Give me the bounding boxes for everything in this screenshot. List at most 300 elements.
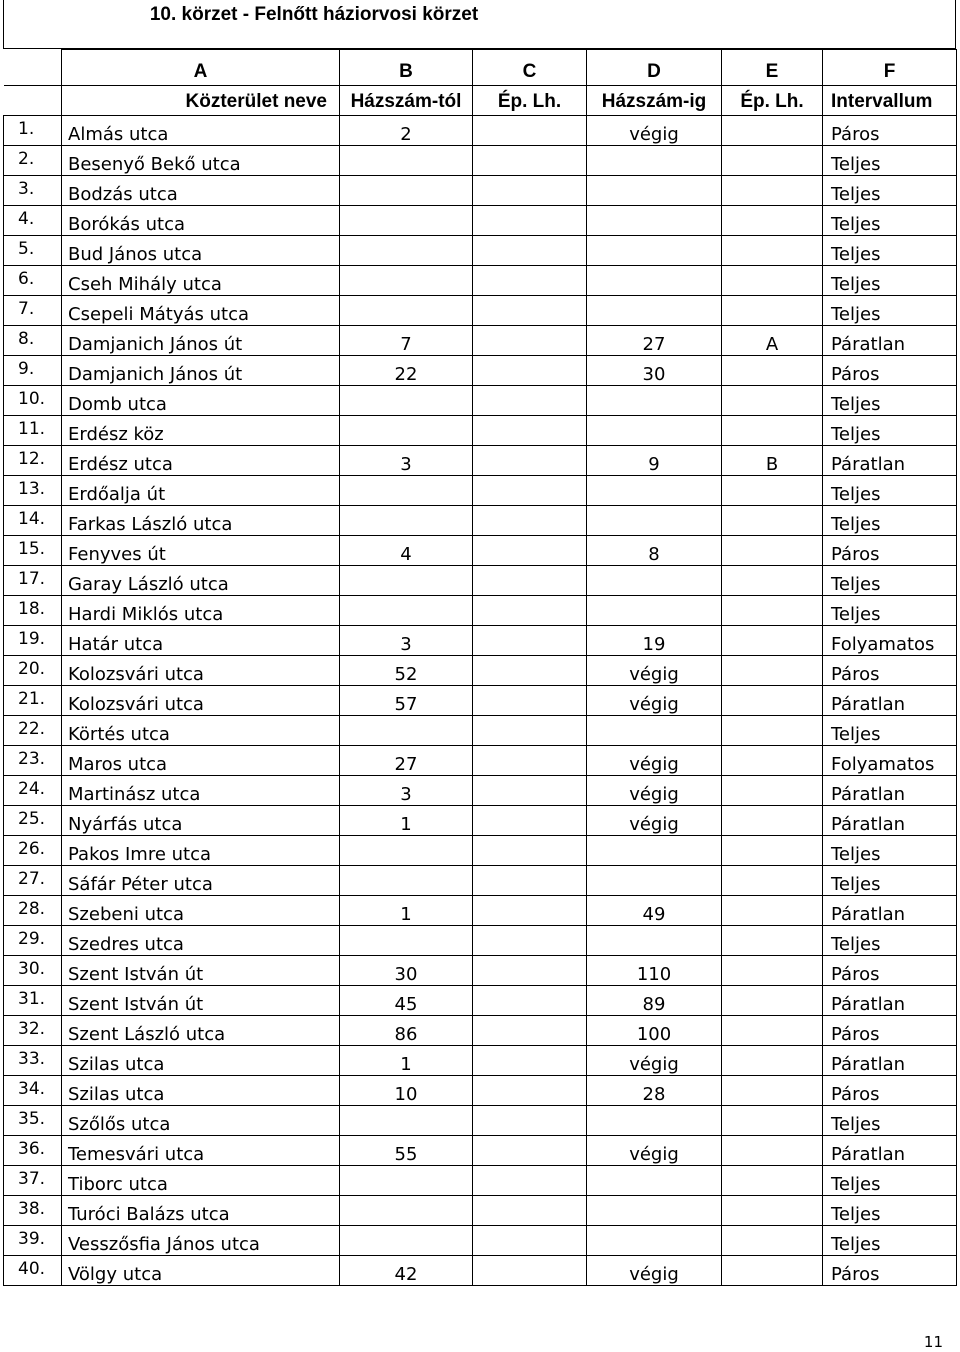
street-name-cell: Szent István út [62,956,340,986]
interval-cell: Teljes [823,296,957,326]
building-to-cell [722,416,823,446]
house-to-cell [587,926,722,956]
building-from-cell [473,806,587,836]
building-to-cell [722,1106,823,1136]
row-number: 33. [4,1046,62,1076]
row-number: 18. [4,596,62,626]
street-name-cell: Pakos Imre utca [62,836,340,866]
house-to-cell: végig [587,686,722,716]
house-from-cell [340,836,473,866]
street-name-cell: Szilas utca [62,1076,340,1106]
column-letter-b: B [340,50,473,86]
header-house-from: Házszám-tól [340,86,473,116]
table-row [4,1136,957,1166]
house-from-cell: 22 [340,356,473,386]
house-to-cell: végig [587,1136,722,1166]
house-from-cell [340,176,473,206]
interval-cell: Teljes [823,206,957,236]
row-number: 11. [4,416,62,446]
row-number: 35. [4,1106,62,1136]
street-name-cell: Bodzás utca [62,176,340,206]
row-number: 37. [4,1166,62,1196]
row-number: 32. [4,1016,62,1046]
table-row [4,1256,957,1286]
building-from-cell [473,476,587,506]
street-name-cell: Nyárfás utca [62,806,340,836]
house-to-cell: 49 [587,896,722,926]
table-row [4,986,957,1016]
building-to-cell [722,146,823,176]
row-number: 6. [4,266,62,296]
building-to-cell [722,236,823,266]
interval-cell: Teljes [823,1226,957,1256]
interval-cell: Páros [823,1016,957,1046]
building-to-cell [722,206,823,236]
building-to-cell: B [722,446,823,476]
building-from-cell [473,116,587,146]
house-from-cell: 1 [340,1046,473,1076]
house-to-cell: végig [587,776,722,806]
house-from-cell: 3 [340,626,473,656]
house-from-cell [340,1106,473,1136]
table-row [4,896,957,926]
street-name-cell: Domb utca [62,386,340,416]
house-from-cell [340,716,473,746]
row-number: 25. [4,806,62,836]
page-title: 10. körzet - Felnőtt háziorvosi körzet [149,4,479,25]
row-number: 29. [4,926,62,956]
street-name-cell: Damjanich János út [62,356,340,386]
building-from-cell [473,146,587,176]
building-from-cell [473,986,587,1016]
column-letter-row [4,50,957,86]
row-number: 5. [4,236,62,266]
interval-cell: Teljes [823,416,957,446]
corner-cell [4,50,62,86]
house-to-cell [587,506,722,536]
house-from-cell: 27 [340,746,473,776]
house-to-cell: végig [587,116,722,146]
street-name-cell: Erdész utca [62,446,340,476]
interval-cell: Páros [823,536,957,566]
building-from-cell [473,1106,587,1136]
building-from-cell [473,296,587,326]
table-row [4,596,957,626]
house-from-cell [340,596,473,626]
building-to-cell [722,1016,823,1046]
table-row [4,806,957,836]
building-from-cell [473,776,587,806]
street-name-cell: Kolozsvári utca [62,686,340,716]
row-number: 23. [4,746,62,776]
house-from-cell [340,566,473,596]
building-from-cell [473,1226,587,1256]
column-letter-c: C [473,50,587,86]
interval-cell: Teljes [823,266,957,296]
street-name-cell: Határ utca [62,626,340,656]
street-name-cell: Szent István út [62,986,340,1016]
interval-cell: Teljes [823,146,957,176]
building-from-cell [473,1076,587,1106]
row-number: 8. [4,326,62,356]
building-to-cell [722,536,823,566]
street-name-cell: Turóci Balázs utca [62,1196,340,1226]
street-name-cell: Bud János utca [62,236,340,266]
interval-cell: Teljes [823,716,957,746]
table-row [4,656,957,686]
house-to-cell [587,836,722,866]
house-to-cell [587,596,722,626]
table-body [4,50,957,1286]
interval-cell: Páros [823,656,957,686]
column-letter-f: F [823,50,957,86]
building-from-cell [473,926,587,956]
row-number: 1. [4,116,62,146]
building-to-cell [722,626,823,656]
row-number: 2. [4,146,62,176]
row-number: 4. [4,206,62,236]
building-from-cell [473,566,587,596]
house-from-cell [340,296,473,326]
building-to-cell [722,506,823,536]
building-to-cell [722,1046,823,1076]
building-to-cell [722,746,823,776]
interval-cell: Páratlan [823,326,957,356]
building-from-cell [473,956,587,986]
table-row [4,176,957,206]
corner-cell [4,86,62,116]
house-from-cell [340,236,473,266]
row-number: 17. [4,566,62,596]
interval-cell: Folyamatos [823,626,957,656]
street-name-cell: Almás utca [62,116,340,146]
house-from-cell: 3 [340,776,473,806]
interval-cell: Páratlan [823,896,957,926]
building-from-cell [473,266,587,296]
column-letter-d: D [587,50,722,86]
building-to-cell [722,566,823,596]
row-number: 40. [4,1256,62,1286]
table-row [4,356,957,386]
row-number: 12. [4,446,62,476]
table-row [4,686,957,716]
house-to-cell: 19 [587,626,722,656]
building-to-cell [722,686,823,716]
building-from-cell [473,536,587,566]
house-from-cell: 30 [340,956,473,986]
house-to-cell: 110 [587,956,722,986]
house-to-cell: végig [587,656,722,686]
row-number: 34. [4,1076,62,1106]
street-name-cell: Garay László utca [62,566,340,596]
house-from-cell [340,476,473,506]
table-row [4,926,957,956]
house-from-cell [340,1226,473,1256]
column-letter-e: E [722,50,823,86]
house-from-cell: 52 [340,656,473,686]
building-to-cell [722,116,823,146]
house-to-cell: végig [587,1256,722,1286]
building-from-cell [473,1136,587,1166]
house-to-cell [587,476,722,506]
house-to-cell: 30 [587,356,722,386]
table-row [4,626,957,656]
house-to-cell [587,266,722,296]
building-from-cell [473,446,587,476]
row-number: 28. [4,896,62,926]
row-number: 14. [4,506,62,536]
street-name-cell: Borókás utca [62,206,340,236]
house-to-cell: 27 [587,326,722,356]
building-to-cell [722,986,823,1016]
street-name-cell: Szebeni utca [62,896,340,926]
building-from-cell [473,1166,587,1196]
table-row [4,1016,957,1046]
building-to-cell [722,266,823,296]
table-row [4,836,957,866]
building-to-cell [722,1196,823,1226]
house-from-cell: 4 [340,536,473,566]
house-to-cell [587,1106,722,1136]
row-number: 21. [4,686,62,716]
building-from-cell [473,236,587,266]
street-name-cell: Szedres utca [62,926,340,956]
house-to-cell [587,386,722,416]
house-to-cell [587,416,722,446]
table-row [4,1196,957,1226]
row-number: 19. [4,626,62,656]
building-from-cell [473,326,587,356]
house-to-cell [587,236,722,266]
interval-cell: Teljes [823,866,957,896]
table-row [4,956,957,986]
house-from-cell [340,926,473,956]
house-from-cell: 1 [340,896,473,926]
house-to-cell [587,206,722,236]
row-number: 15. [4,536,62,566]
building-to-cell [722,926,823,956]
street-name-cell: Szőlős utca [62,1106,340,1136]
interval-cell: Teljes [823,236,957,266]
street-name-cell: Fenyves út [62,536,340,566]
building-to-cell [722,356,823,386]
street-name-cell: Kolozsvári utca [62,656,340,686]
row-number: 26. [4,836,62,866]
row-number: 13. [4,476,62,506]
building-from-cell [473,176,587,206]
title-box [3,0,956,49]
house-to-cell [587,176,722,206]
house-to-cell [587,146,722,176]
table-row [4,1106,957,1136]
page-number: 11 [923,1333,943,1351]
building-to-cell [722,1166,823,1196]
table-row [4,536,957,566]
interval-cell: Páros [823,1076,957,1106]
table-row [4,506,957,536]
interval-cell: Teljes [823,1166,957,1196]
table-row [4,866,957,896]
table-row [4,476,957,506]
house-to-cell: 89 [587,986,722,1016]
header-building-from: Ép. Lh. [473,86,587,116]
interval-cell: Teljes [823,176,957,206]
table-row [4,1226,957,1256]
interval-cell: Páratlan [823,776,957,806]
building-from-cell [473,746,587,776]
building-to-cell [722,776,823,806]
table-row [4,416,957,446]
house-to-cell [587,716,722,746]
building-from-cell [473,1196,587,1226]
table-row [4,716,957,746]
house-to-cell: 8 [587,536,722,566]
row-number: 38. [4,1196,62,1226]
house-from-cell [340,1196,473,1226]
table-row [4,206,957,236]
house-from-cell: 86 [340,1016,473,1046]
interval-cell: Páratlan [823,1046,957,1076]
building-to-cell: A [722,326,823,356]
building-from-cell [473,416,587,446]
street-name-cell: Erdőalja út [62,476,340,506]
interval-cell: Teljes [823,1106,957,1136]
interval-cell: Páratlan [823,986,957,1016]
table-row [4,1076,957,1106]
district-table [3,49,957,1286]
table-row [4,1046,957,1076]
house-to-cell [587,1166,722,1196]
street-name-cell: Erdész köz [62,416,340,446]
row-number: 30. [4,956,62,986]
row-number: 31. [4,986,62,1016]
street-name-cell: Vesszősfia János utca [62,1226,340,1256]
table-row [4,146,957,176]
house-from-cell [340,266,473,296]
row-number: 22. [4,716,62,746]
table-row [4,566,957,596]
house-from-cell [340,146,473,176]
house-from-cell [340,206,473,236]
building-to-cell [722,1076,823,1106]
house-from-cell: 7 [340,326,473,356]
street-name-cell: Maros utca [62,746,340,776]
street-name-cell: Szilas utca [62,1046,340,1076]
table-row [4,386,957,416]
building-from-cell [473,1046,587,1076]
table-row [4,446,957,476]
house-from-cell: 57 [340,686,473,716]
street-name-cell: Besenyő Bekő utca [62,146,340,176]
building-from-cell [473,386,587,416]
interval-cell: Páratlan [823,1136,957,1166]
row-number: 20. [4,656,62,686]
house-to-cell: végig [587,746,722,776]
header-house-to: Házszám-ig [587,86,722,116]
street-name-cell: Temesvári utca [62,1136,340,1166]
interval-cell: Teljes [823,506,957,536]
house-from-cell [340,1166,473,1196]
building-from-cell [473,656,587,686]
street-name-cell: Tiborc utca [62,1166,340,1196]
building-to-cell [722,956,823,986]
table-row [4,1166,957,1196]
building-from-cell [473,866,587,896]
building-from-cell [473,626,587,656]
street-name-cell: Sáfár Péter utca [62,866,340,896]
header-building-to: Ép. Lh. [722,86,823,116]
interval-cell: Páratlan [823,806,957,836]
building-to-cell [722,716,823,746]
interval-cell: Páros [823,116,957,146]
row-number: 7. [4,296,62,326]
building-from-cell [473,1016,587,1046]
table-row [4,776,957,806]
house-to-cell [587,296,722,326]
interval-cell: Páros [823,956,957,986]
street-name-cell: Damjanich János út [62,326,340,356]
street-name-cell: Hardi Miklós utca [62,596,340,626]
house-from-cell [340,386,473,416]
building-to-cell [722,1226,823,1256]
house-from-cell: 2 [340,116,473,146]
interval-cell: Folyamatos [823,746,957,776]
building-to-cell [722,176,823,206]
header-street-name: Közterület neve [62,86,340,116]
row-number: 39. [4,1226,62,1256]
street-name-cell: Körtés utca [62,716,340,746]
building-from-cell [473,1256,587,1286]
table-row [4,236,957,266]
building-to-cell [722,836,823,866]
interval-cell: Páros [823,1256,957,1286]
building-to-cell [722,1256,823,1286]
interval-cell: Teljes [823,596,957,626]
house-to-cell: 28 [587,1076,722,1106]
house-to-cell: 100 [587,1016,722,1046]
interval-cell: Páratlan [823,686,957,716]
building-to-cell [722,1136,823,1166]
house-to-cell: 9 [587,446,722,476]
interval-cell: Teljes [823,836,957,866]
interval-cell: Teljes [823,386,957,416]
building-from-cell [473,596,587,626]
house-to-cell: végig [587,806,722,836]
building-to-cell [722,896,823,926]
building-from-cell [473,206,587,236]
row-number: 27. [4,866,62,896]
street-name-cell: Csepeli Mátyás utca [62,296,340,326]
interval-cell: Páros [823,356,957,386]
building-to-cell [722,476,823,506]
house-from-cell: 55 [340,1136,473,1166]
interval-cell: Teljes [823,1196,957,1226]
row-number: 9. [4,356,62,386]
street-name-cell: Cseh Mihály utca [62,266,340,296]
house-from-cell: 10 [340,1076,473,1106]
row-number: 3. [4,176,62,206]
house-from-cell [340,866,473,896]
house-from-cell: 1 [340,806,473,836]
row-number: 10. [4,386,62,416]
table-row [4,296,957,326]
house-from-cell [340,506,473,536]
house-from-cell: 3 [340,446,473,476]
building-to-cell [722,656,823,686]
house-to-cell [587,1196,722,1226]
building-from-cell [473,686,587,716]
house-to-cell [587,866,722,896]
